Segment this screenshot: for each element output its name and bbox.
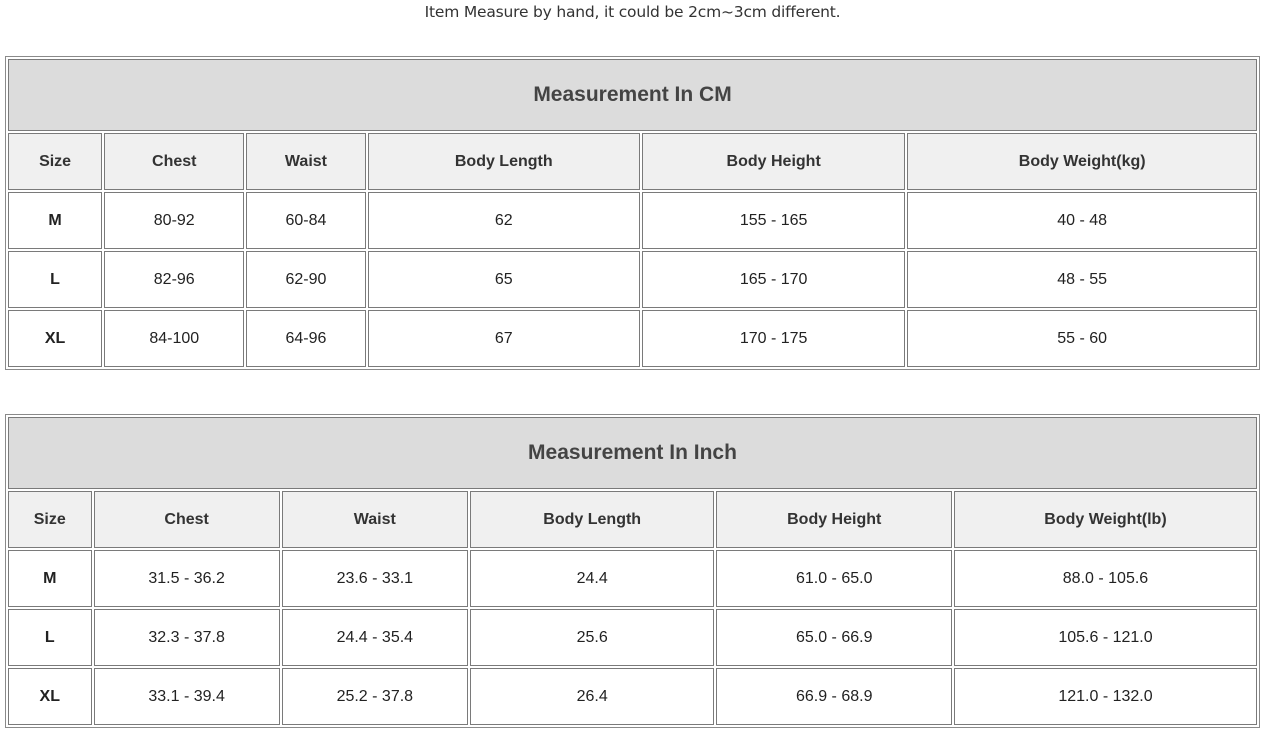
waist-cell: 60-84: [246, 192, 365, 249]
waist-cell: 64-96: [246, 310, 365, 367]
body-weight-cell: 55 - 60: [907, 310, 1257, 367]
size-cell: L: [8, 251, 102, 308]
column-header-chest: Chest: [94, 491, 280, 548]
size-cell: L: [8, 609, 92, 666]
body-length-cell: 24.4: [470, 550, 715, 607]
table-title: Measurement In Inch: [8, 417, 1257, 489]
column-header-body-height: Body Height: [642, 133, 905, 190]
column-header-waist: Waist: [282, 491, 468, 548]
body-length-cell: 67: [368, 310, 640, 367]
table-title: Measurement In CM: [8, 59, 1257, 131]
waist-cell: 23.6 - 33.1: [282, 550, 468, 607]
table-row: [8, 609, 1257, 666]
table-row: [8, 192, 1257, 249]
table-row: [8, 251, 1257, 308]
body-height-cell: 65.0 - 66.9: [716, 609, 952, 666]
waist-cell: 24.4 - 35.4: [282, 609, 468, 666]
size-chart-inch: [5, 414, 1260, 728]
size-cell: XL: [8, 668, 92, 725]
waist-cell: 25.2 - 37.8: [282, 668, 468, 725]
column-header-size: Size: [8, 133, 102, 190]
column-header-waist: Waist: [246, 133, 365, 190]
chest-cell: 32.3 - 37.8: [94, 609, 280, 666]
chest-cell: 84-100: [104, 310, 244, 367]
body-height-cell: 66.9 - 68.9: [716, 668, 952, 725]
size-cell: M: [8, 192, 102, 249]
body-weight-cell: 88.0 - 105.6: [954, 550, 1257, 607]
size-chart-cm: [5, 56, 1260, 370]
body-height-cell: 61.0 - 65.0: [716, 550, 952, 607]
chest-cell: 82-96: [104, 251, 244, 308]
column-header-chest: Chest: [104, 133, 244, 190]
body-length-cell: 25.6: [470, 609, 715, 666]
chest-cell: 31.5 - 36.2: [94, 550, 280, 607]
body-height-cell: 155 - 165: [642, 192, 905, 249]
measurement-note: Item Measure by hand, it could be 2cm~3cm different.: [424, 3, 841, 21]
body-height-cell: 165 - 170: [642, 251, 905, 308]
body-length-cell: 26.4: [470, 668, 715, 725]
chest-cell: 80-92: [104, 192, 244, 249]
table-row: [8, 550, 1257, 607]
size-cell: XL: [8, 310, 102, 367]
column-header-body-weight: Body Weight(kg): [907, 133, 1257, 190]
body-weight-cell: 121.0 - 132.0: [954, 668, 1257, 725]
column-header-body-height: Body Height: [716, 491, 952, 548]
size-cell: M: [8, 550, 92, 607]
body-weight-cell: 40 - 48: [907, 192, 1257, 249]
waist-cell: 62-90: [246, 251, 365, 308]
body-length-cell: 65: [368, 251, 640, 308]
body-length-cell: 62: [368, 192, 640, 249]
table-row: [8, 310, 1257, 367]
body-weight-cell: 48 - 55: [907, 251, 1257, 308]
column-header-body-length: Body Length: [470, 491, 715, 548]
column-header-size: Size: [8, 491, 92, 548]
chest-cell: 33.1 - 39.4: [94, 668, 280, 725]
table-row: [8, 668, 1257, 725]
column-header-body-length: Body Length: [368, 133, 640, 190]
body-weight-cell: 105.6 - 121.0: [954, 609, 1257, 666]
body-height-cell: 170 - 175: [642, 310, 905, 367]
column-header-body-weight: Body Weight(lb): [954, 491, 1257, 548]
